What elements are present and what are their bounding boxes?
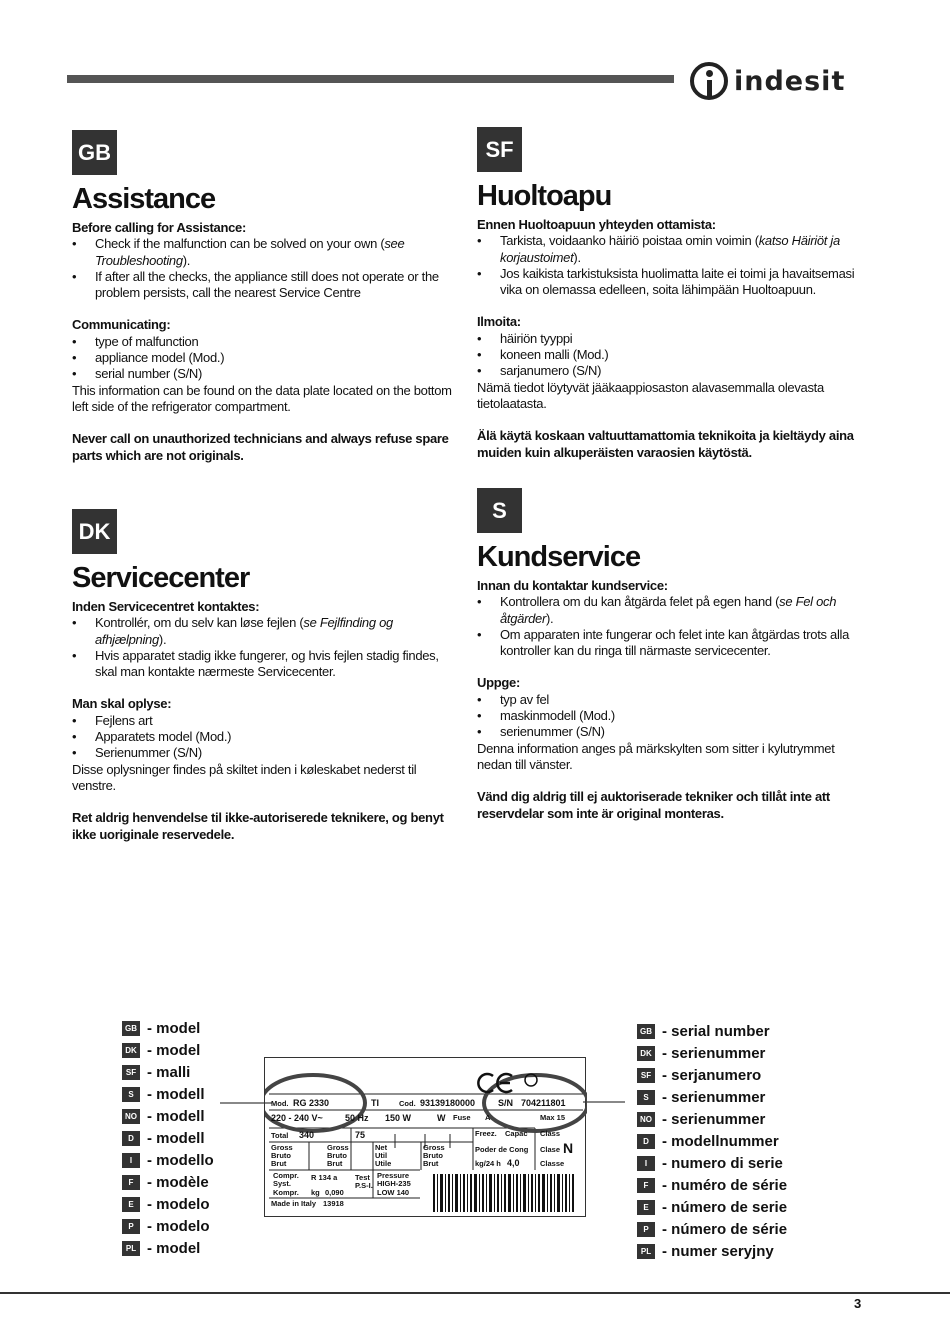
plate-gross-3: Gross Bruto Brut [423, 1143, 445, 1168]
model-label: S - modell [122, 1086, 205, 1103]
list-item: • Jos kaikista tarkistuksista huolimatta laite ei toimi ja havaitsemasi vika on olemassa edelleen, soita lähimpään Huoltoapuun. [477, 266, 862, 299]
plate-max: Max 15 [540, 1113, 566, 1122]
plate-star-value: 75 [355, 1130, 366, 1140]
serial-label: P - número de série [637, 1221, 787, 1238]
language-badge: DK [72, 509, 117, 554]
plate-clase: Clase [540, 1145, 561, 1154]
before-heading: Ennen Huoltoapuun yhteyden ottamista: [477, 217, 716, 232]
list-item: • sarjanumero (S/N) [477, 363, 862, 379]
model-label: I - modello [122, 1152, 214, 1169]
plate-kg-label: kg [311, 1188, 320, 1197]
plate-made-code: 13918 [323, 1199, 344, 1208]
serial-label: GB - serial number [637, 1023, 770, 1040]
plate-mod-label: Mod. [271, 1099, 289, 1108]
page-number: 3 [854, 1296, 862, 1311]
serial-label: D - modellnummer [637, 1133, 779, 1150]
plate-model-value: RG 2330 [293, 1098, 330, 1108]
warning-text: Vänd dig aldrig till ej auktoriserade tekniker och tillåt inte att reservdelar som inte är original monteras. [477, 789, 830, 821]
warning-text: Never call on unauthorized technicians and always refuse spare parts which are not originals. [72, 431, 449, 463]
plate-cod-label: Cod. [399, 1099, 416, 1108]
list-item: • typ av fel [477, 692, 862, 708]
model-label: SF - malli [122, 1064, 190, 1081]
list-item: • Serienummer (S/N) [72, 745, 457, 761]
model-label: PL - model [122, 1240, 200, 1257]
language-badge: S [477, 488, 522, 533]
plate-compr: Compr. Syst. [273, 1171, 299, 1188]
list-item: • serienummer (S/N) [477, 724, 862, 740]
warning-text: Älä käytä koskaan valtuuttamattomia teknikoita ja kieltäydy aina muiden kuin alkuperäisten varaosien käytöstä. [477, 428, 854, 460]
plate-made-in: Made in Italy [271, 1199, 317, 1208]
plate-capac: Capac [505, 1129, 528, 1138]
plate-poder: Poder de Cong [475, 1145, 529, 1154]
barcode [433, 1174, 574, 1212]
plate-kompr: Kompr. [273, 1188, 299, 1197]
plate-class-value: N [563, 1140, 574, 1156]
plate-freez: Freez. [475, 1129, 497, 1138]
list-item: • Check if the malfunction can be solved on your own (see Troubleshooting). [72, 236, 457, 269]
footer-rule [0, 1292, 950, 1294]
plate-amp: A [485, 1113, 491, 1122]
list-item: • häiriön tyyppi [477, 331, 862, 347]
section-title: Assistance [72, 183, 216, 215]
model-label: P - modelo [122, 1218, 210, 1235]
plate-hz: 50 Hz [345, 1113, 369, 1123]
serial-label: DK - serienummer [637, 1045, 765, 1062]
list-item: • serial number (S/N) [72, 366, 457, 382]
language-badge: SF [477, 127, 522, 172]
list-item: • appliance model (Mod.) [72, 350, 457, 366]
language-badge: GB [72, 130, 117, 175]
list-item: • If after all the checks, the appliance still does not operate or the problem persists, call the nearest Service Centre [72, 269, 457, 302]
model-label: F - modèle [122, 1174, 209, 1191]
data-plate [264, 1057, 586, 1217]
communicating-text: Nämä tiedot löytyvät jääkaappiosaston alavasemmalla olevasta tietolaatasta. [477, 379, 824, 411]
plate-w2: W [437, 1113, 446, 1123]
plate-watts: 150 W [385, 1113, 412, 1123]
communicating-heading: Uppge: [477, 675, 520, 691]
plate-test: Test P.S-I. [355, 1173, 373, 1190]
list-item: • Fejlens art [72, 713, 457, 729]
plate-total-label: Total [271, 1131, 289, 1140]
serial-label: PL - numer seryjny [637, 1243, 774, 1260]
communicating-heading: Ilmoita: [477, 314, 521, 330]
plate-kg24: kg/24 h [475, 1159, 501, 1168]
communicating-text: Disse oplysninger findes på skiltet inden i køleskabet nederst til venstre. [72, 761, 417, 793]
section-title: Huoltoapu [477, 180, 612, 212]
plate-serial-value: 704211801 [521, 1098, 566, 1108]
model-label: E - modelo [122, 1196, 210, 1213]
model-label: NO - modell [122, 1108, 205, 1125]
section-title: Kundservice [477, 541, 641, 573]
plate-gross: Gross Bruto Brut [271, 1143, 293, 1168]
communicating-heading: Man skal oplyse: [72, 696, 172, 712]
list-item: • Om apparaten inte fungerar och felet inte kan åtgärdas trots alla kontroller kan du ringa till närmaste servicecenter. [477, 627, 862, 660]
communicating-text: Denna information anges på märkskylten som sitter i kylutrymmet nedan till vänster. [477, 740, 835, 772]
plate-gross-2: Gross Bruto Brut [327, 1143, 349, 1168]
list-item: • Kontrollér, om du selv kan løse fejlen (se Fejlfinding og afhjælpning). [72, 615, 457, 648]
warning-text: Ret aldrig henvendelse til ikke-autoriserede teknikere, og benyt ikke uoriginale reservedele. [72, 810, 444, 842]
list-item: • koneen malli (Mod.) [477, 347, 862, 363]
list-item: • Kontrollera om du kan åtgärda felet på egen hand (se Fel och åtgärder). [477, 594, 862, 627]
plate-fuse: Fuse [453, 1113, 471, 1122]
communicating-heading: Communicating: [72, 317, 171, 333]
plate-class-label: Class [540, 1129, 561, 1138]
plate-voltage: 220 - 240 V~ [271, 1113, 323, 1123]
plate-sn-label: S/N [498, 1098, 514, 1108]
list-item: • Apparatets model (Mod.) [72, 729, 457, 745]
serial-label: NO - serienummer [637, 1111, 765, 1128]
plate-cod-value: 93139180000 [420, 1098, 476, 1108]
plate-net: Net Util Utile [375, 1143, 392, 1168]
plate-total-value: 340 [299, 1130, 315, 1140]
serial-label: E - número de serie [637, 1199, 787, 1216]
plate-pressure: Pressure HIGH-235 [377, 1171, 411, 1188]
list-item: • maskinmodell (Mod.) [477, 708, 862, 724]
plate-refrigerant: R 134 a [311, 1173, 338, 1182]
before-heading: Before calling for Assistance: [72, 220, 247, 235]
plate-kg-value: 0,090 [325, 1188, 344, 1197]
before-heading: Inden Servicecentret kontaktes: [72, 599, 260, 614]
model-label: GB - model [122, 1020, 200, 1037]
serial-label: I - numero di serie [637, 1155, 783, 1172]
section-title: Servicecenter [72, 562, 250, 594]
before-heading: Innan du kontaktar kundservice: [477, 578, 668, 593]
list-item: • Hvis apparatet stadig ikke fungerer, og hvis fejlen stadig findes, skal man kontakte nærmeste Servicecenter. [72, 648, 457, 681]
list-item: • Tarkista, voidaanko häiriö poistaa omin voimin (katso Häiriöt ja korjaustoimet). [477, 233, 862, 266]
list-item: • type of malfunction [72, 334, 457, 350]
serial-label: SF - serjanumero [637, 1067, 761, 1084]
serial-label: S - serienummer [637, 1089, 765, 1106]
brand-name: indesit [734, 65, 846, 97]
plate-kg24-value: 4,0 [507, 1158, 520, 1168]
model-label: D - modell [122, 1130, 205, 1147]
model-label: DK - model [122, 1042, 200, 1059]
plate-low: LOW 140 [377, 1188, 410, 1197]
plate-classe: Classe [540, 1159, 565, 1168]
ce-mark-icon [478, 1074, 512, 1092]
communicating-text: This information can be found on the data plate located on the bottom left side of the refrigerator compartment. [72, 382, 452, 414]
plate-tl: TI [371, 1098, 379, 1108]
serial-label: F - numéro de série [637, 1177, 787, 1194]
